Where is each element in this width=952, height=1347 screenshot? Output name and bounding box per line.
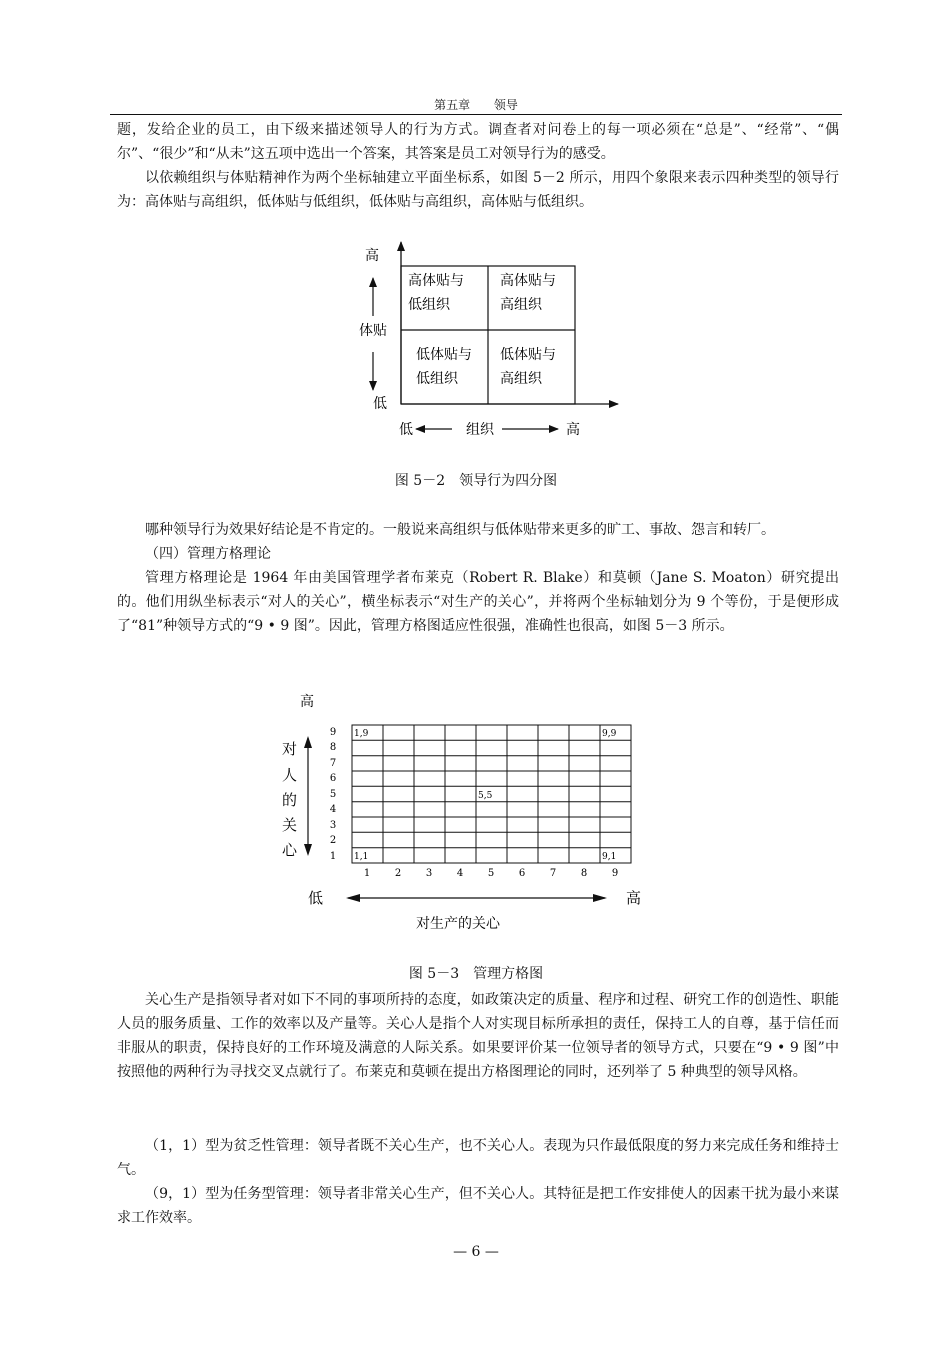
x-high-label: 高: [566, 422, 580, 438]
x-tick: 7: [549, 868, 557, 879]
paragraph: 管理方格理论是 1964 年由美国管理学者布莱克（Robert R. Blake）和莫顿（Jane S. Moaton）研究提出的。他们用纵坐标表示“对人的关心”，横坐标表示“对生产的关心”，并将两个坐标轴划分为 9 个等份，于是便形成了“81”种领导方式的“9 • 9 图”。因此，管理方格图适应性很强，准确性也很高，如图 5－3 所示。: [117, 570, 839, 634]
top-text: [117, 118, 839, 214]
quadrant-br-line1: 低体贴与: [500, 347, 556, 363]
quadrant-tl-line1: 高体贴与: [408, 273, 464, 289]
cell-label-9-1: 9,1: [602, 852, 617, 862]
page-number: — 6 —: [453, 1244, 499, 1260]
y-tick: 1: [329, 851, 337, 862]
running-header: [0, 96, 952, 113]
cell-label-1-1: 1,1: [354, 852, 369, 862]
y-label-char: 关: [282, 816, 298, 834]
y-label-char: 人: [282, 766, 298, 784]
x-tick: 9: [611, 868, 619, 879]
y-high-label: 高: [300, 694, 314, 710]
x-axis-label: 对生产的关心: [416, 916, 500, 932]
paragraph: （1，1）型为贫乏性管理：领导者既不关心生产，也不关心人。表现为只作最低限度的努力来完成任务和维持士气。: [117, 1138, 839, 1178]
chapter-title: 领导: [493, 98, 518, 112]
quadrant-tl-line2: 低组织: [408, 297, 450, 313]
x-low-label: 低: [399, 422, 413, 438]
x-arrow-left: [346, 894, 360, 902]
bottom-text: [117, 988, 839, 1084]
cell-label-1-9: 1,9: [354, 729, 369, 739]
y-label-char: 心: [282, 841, 298, 859]
y-tick: 4: [329, 804, 337, 815]
y-tick: 5: [329, 789, 337, 800]
figure-5-3-caption: 图 5－3 管理方格图: [408, 966, 544, 982]
quadrant-bl-line1: 低体贴与: [416, 347, 472, 363]
quadrant-bl-line2: 低组织: [416, 371, 458, 387]
y-tick: 2: [329, 835, 337, 846]
header-rule: [110, 114, 842, 115]
figure-5-2: [340, 236, 640, 446]
quadrant-br-line2: 高组织: [500, 371, 542, 387]
quadrant-tr-line1: 高体贴与: [500, 273, 556, 289]
x-tick: 5: [487, 868, 495, 879]
y-high-label: 高: [365, 248, 379, 264]
section-heading: （四）管理方格理论: [145, 546, 271, 562]
x-axis-label: 组织: [466, 422, 494, 438]
paragraph: 题，发给企业的员工，由下级来描述领导人的行为方式。调查者对问卷上的每一项必须在“总是”、“经常”、“偶尔”、“很少”和“从未”这五项中选出一个答案，其答案是员工对领导行为的感受。: [117, 122, 839, 162]
y-label-char: 对: [282, 740, 298, 758]
y-axis-label: 体贴: [359, 323, 387, 339]
paragraph: （9，1）型为任务型管理：领导者非常关心生产，但不关心人。其特征是把工作安排使人的因素干扰为最小来谋求工作效率。: [117, 1186, 839, 1226]
middle-text: [117, 518, 839, 638]
bottom-text-2: [117, 1134, 839, 1230]
quadrant-tr-line2: 高组织: [500, 297, 542, 313]
y-label-char: 的: [282, 791, 298, 809]
paragraph: 以依赖组织与体贴精神作为两个坐标轴建立平面坐标系，如图 5－2 所示，用四个象限来表示四种类型的领导行为：高体贴与高组织，低体贴与低组织，低体贴与高组织，高体贴与低组织。: [117, 170, 839, 210]
y-arrow-up: [304, 736, 312, 748]
y-tick: 7: [329, 758, 337, 769]
y-low-label: 低: [373, 396, 387, 412]
cell-label-5-5: 5,5: [478, 791, 493, 801]
x-tick: 6: [518, 868, 526, 879]
cell-label-9-9: 9,9: [602, 729, 617, 739]
paragraph: 关心生产是指领导者对如下不同的事项所持的态度，如政策决定的质量、程序和过程、研究工作的创造性、职能人员的服务质量、工作的效率以及产量等。关心人是指个人对实现目标所承担的责任，保持工人的自尊，基于信任而非服从的职责，保持良好的工作环境及满意的人际关系。如果要评价某一位领导者的领导方式，只要在“9 • 9 图”中按照他的两种行为寻找交叉点就行了。布莱克和莫顿在提出方格图理论的同时，还列举了 5 种典型的领导风格。: [117, 992, 839, 1080]
paragraph: 哪种领导行为效果好结论是不肯定的。一般说来高组织与低体贴带来更多的旷工、事故、怨言和转厂。: [145, 522, 775, 538]
x-tick: 1: [363, 868, 371, 879]
y-tick: 6: [329, 773, 337, 784]
y-tick: 9: [329, 727, 337, 738]
y-tick: 8: [329, 742, 337, 753]
x-tick: 2: [394, 868, 402, 879]
x-tick: 8: [580, 868, 588, 879]
x-tick: 4: [456, 868, 464, 879]
chapter-label: 第五章: [434, 98, 471, 112]
figure-5-3: [270, 688, 660, 938]
y-tick: 3: [329, 820, 337, 831]
x-low-label: 低: [308, 889, 324, 907]
y-arrow-down: [304, 844, 312, 856]
x-high-label: 高: [626, 889, 642, 907]
x-arrow-right: [593, 894, 607, 902]
figure-5-2-caption: 图 5－2 领导行为四分图: [394, 473, 558, 489]
x-tick: 3: [425, 868, 433, 879]
